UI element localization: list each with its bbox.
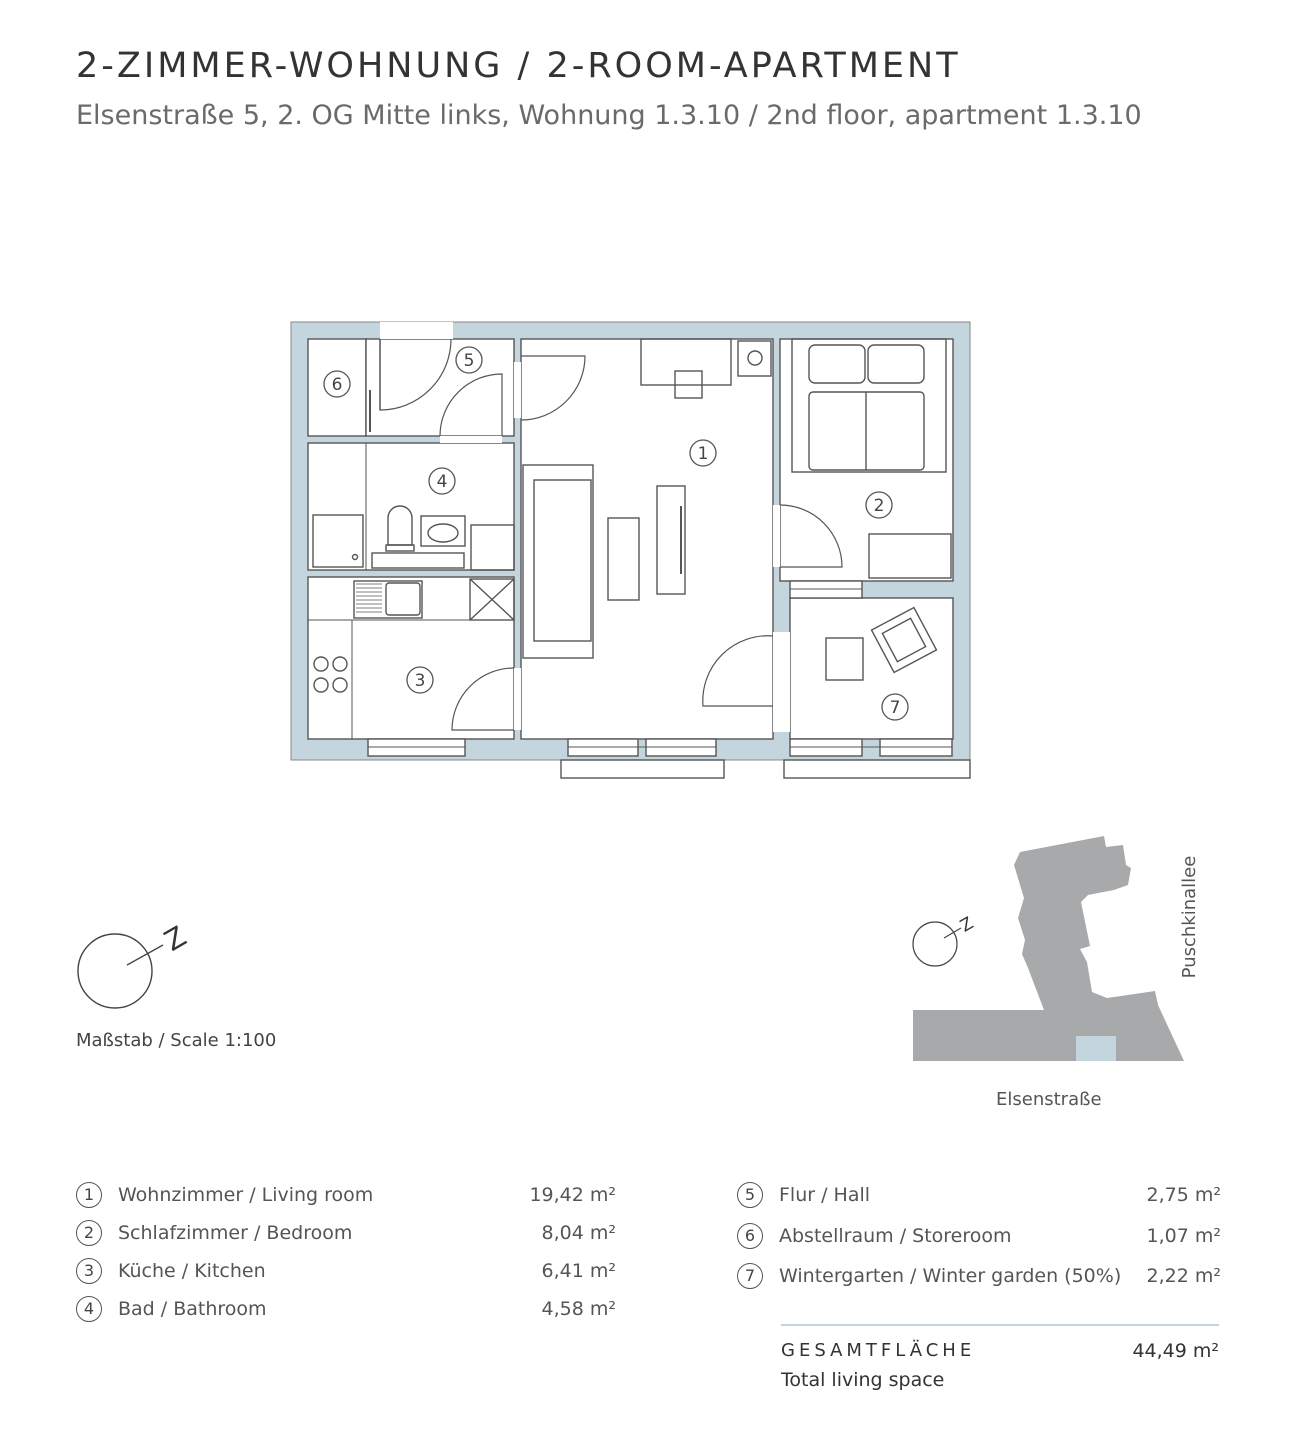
marker-3: 3 <box>414 671 426 691</box>
opening-living-bedroom <box>773 505 780 567</box>
street-label-puschkinallee: Puschkinallee <box>1179 855 1200 979</box>
apartment-location-highlight <box>1076 1036 1116 1061</box>
total-label: GESAMTFLÄCHE <box>781 1340 976 1361</box>
room-area: 2,22 m² <box>1146 1265 1221 1287</box>
room-area: 1,07 m² <box>1146 1224 1221 1247</box>
street-label-elsenstrasse: Elsenstraße <box>996 1089 1102 1110</box>
list-item <box>737 1223 1221 1264</box>
site-plan <box>913 836 1184 1061</box>
list-item <box>76 1182 616 1220</box>
page-title: 2-ZIMMER-WOHNUNG / 2-ROOM-APARTMENT <box>76 46 961 86</box>
north-arrow-icon <box>78 920 192 1008</box>
total-sublabel: Total living space <box>781 1369 945 1391</box>
room-name: Küche / Kitchen <box>118 1260 266 1282</box>
room-list-right <box>737 1182 1221 1304</box>
marker-7: 7 <box>889 698 901 718</box>
room-area: 2,75 m² <box>1146 1184 1221 1206</box>
marker-6: 6 <box>331 375 343 395</box>
list-item <box>76 1258 616 1296</box>
list-item <box>737 1182 1221 1223</box>
opening-living-wintergarden <box>773 632 790 732</box>
room-number-badge: 6 <box>737 1223 763 1249</box>
list-item <box>76 1296 616 1334</box>
room-number-badge: 2 <box>76 1220 102 1246</box>
entrance-door-opening <box>380 322 453 339</box>
opening-hall-bath <box>440 436 502 443</box>
room-number-badge: 1 <box>76 1182 102 1208</box>
site-compass-icon <box>913 922 957 966</box>
room-name: Abstellraum / Storeroom <box>779 1224 1012 1247</box>
site-north-label: Z <box>956 913 978 937</box>
page-subtitle: Elsenstraße 5, 2. OG Mitte links, Wohnung 1.3.10 / 2nd floor, apartment 1.3.10 <box>76 100 1142 131</box>
building-footprint <box>913 836 1184 1061</box>
marker-4: 4 <box>436 472 448 492</box>
marker-2: 2 <box>873 496 885 516</box>
marker-5: 5 <box>463 351 475 371</box>
room-number-badge: 7 <box>737 1263 763 1289</box>
list-item <box>76 1220 616 1258</box>
room-area: 6,41 m² <box>541 1260 616 1282</box>
bath-shelf <box>372 553 464 568</box>
room-kitchen <box>308 577 514 739</box>
room-area: 8,04 m² <box>541 1222 616 1244</box>
north-label: Z <box>158 919 192 958</box>
floor-plan <box>291 322 970 778</box>
room-name: Wohnzimmer / Living room <box>118 1184 374 1206</box>
total-divider <box>781 1324 1219 1326</box>
opening-hall-living <box>514 362 521 418</box>
balcony-rail-wintergarden <box>784 760 970 778</box>
opening-kitchen-living <box>514 668 521 730</box>
room-number-badge: 4 <box>76 1296 102 1322</box>
room-area: 19,42 m² <box>529 1184 616 1206</box>
room-number-badge: 3 <box>76 1258 102 1284</box>
scale-label: Maßstab / Scale 1:100 <box>76 1030 277 1051</box>
balcony-rail-living <box>561 760 724 778</box>
room-number-badge: 5 <box>737 1182 763 1208</box>
room-name: Bad / Bathroom <box>118 1298 267 1320</box>
room-name: Wintergarten / Winter garden (50%) <box>779 1265 1122 1287</box>
marker-1: 1 <box>697 444 709 464</box>
room-area: 4,58 m² <box>541 1298 616 1320</box>
total-value: 44,49 m² <box>1132 1340 1219 1362</box>
room-name: Schlafzimmer / Bedroom <box>118 1222 353 1244</box>
room-hall <box>366 339 514 436</box>
room-wintergarden <box>790 598 953 739</box>
list-item <box>737 1263 1221 1304</box>
room-name: Flur / Hall <box>779 1184 871 1206</box>
room-list-left <box>76 1182 616 1334</box>
room-living <box>521 339 773 739</box>
